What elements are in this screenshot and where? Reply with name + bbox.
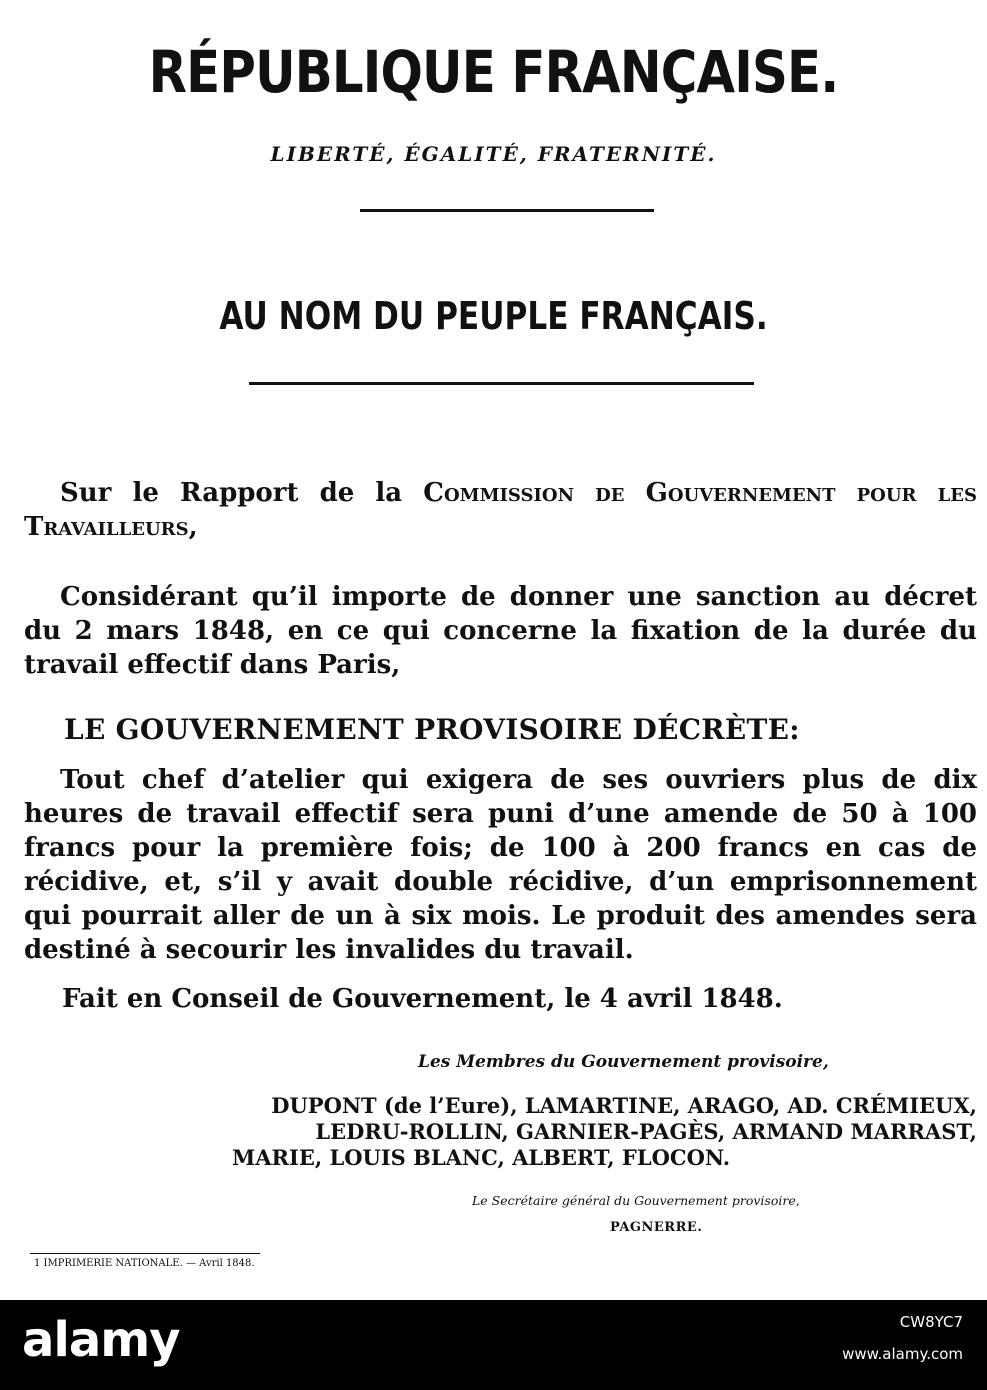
decree-paragraph: Tout chef d’atelier qui exigera de ses ouvriers plus de dix heures de travail effectif sera puni d’une amende de 50 à 100 francs pour la première fois; de 100 à 200 francs en cas de récidive, et, s’il y avait double récidive, d’un emprisonnement qui pourrait aller de un à six mois. Le produit des amendes sera destiné à secourir les invalides du travail. [24, 765, 977, 965]
report-paragraph [24, 476, 977, 544]
considering-paragraph: Considérant qu’il importe de donner une sanction au décret du 2 mars 1848, en ce qui concerne la fixation de la durée du travail effectif dans Paris, [24, 582, 977, 680]
stock-image-id: CW8YC7 [899, 1313, 963, 1331]
poster-motto: LIBERTÉ, ÉGALITÉ, FRATERNITÉ. [270, 142, 717, 166]
poster-title: RÉPUBLIQUE FRANÇAISE. [148, 38, 839, 106]
members-label: Les Membres du Gouvernement provisoire, [418, 1052, 829, 1072]
secretary-label: Le Secrétaire général du Gouvernement provisoire, [472, 1193, 800, 1208]
member-names-line: DUPONT (de l’Eure), LAMARTINE, ARAGO, AD. CRÉMIEUX, [271, 1093, 977, 1118]
secretary-name: PAGNERRE. [610, 1220, 703, 1235]
printer-imprint: 1 IMPRIMERIE NATIONALE. — Avril 1848. [34, 1258, 255, 1269]
member-names [232, 1093, 977, 1171]
done-at-line: Fait en Conseil de Gouvernement, le 4 avril 1848. [62, 984, 783, 1014]
member-names-line: LEDRU-ROLLIN, GARNIER-PAGÈS, ARMAND MARRAST, [315, 1119, 977, 1144]
report-commission: Commission de Gouvernement pour les [423, 478, 977, 508]
divider-rule [360, 209, 654, 212]
footer-rule [30, 1253, 260, 1254]
decree-heading: LE GOUVERNEMENT PROVISOIRE DÉCRÈTE: [64, 713, 800, 746]
member-names-line: MARIE, LOUIS BLANC, ALBERT, FLOCON. [232, 1145, 731, 1170]
stock-url: www.alamy.com [842, 1345, 963, 1363]
divider-rule [249, 382, 754, 385]
report-prefix: Sur le Rapport de la [60, 478, 424, 508]
stock-logo: alamy [22, 1312, 180, 1368]
poster-heading: AU NOM DU PEUPLE FRANÇAIS. [219, 294, 768, 338]
report-workers: Travailleurs, [24, 512, 198, 542]
